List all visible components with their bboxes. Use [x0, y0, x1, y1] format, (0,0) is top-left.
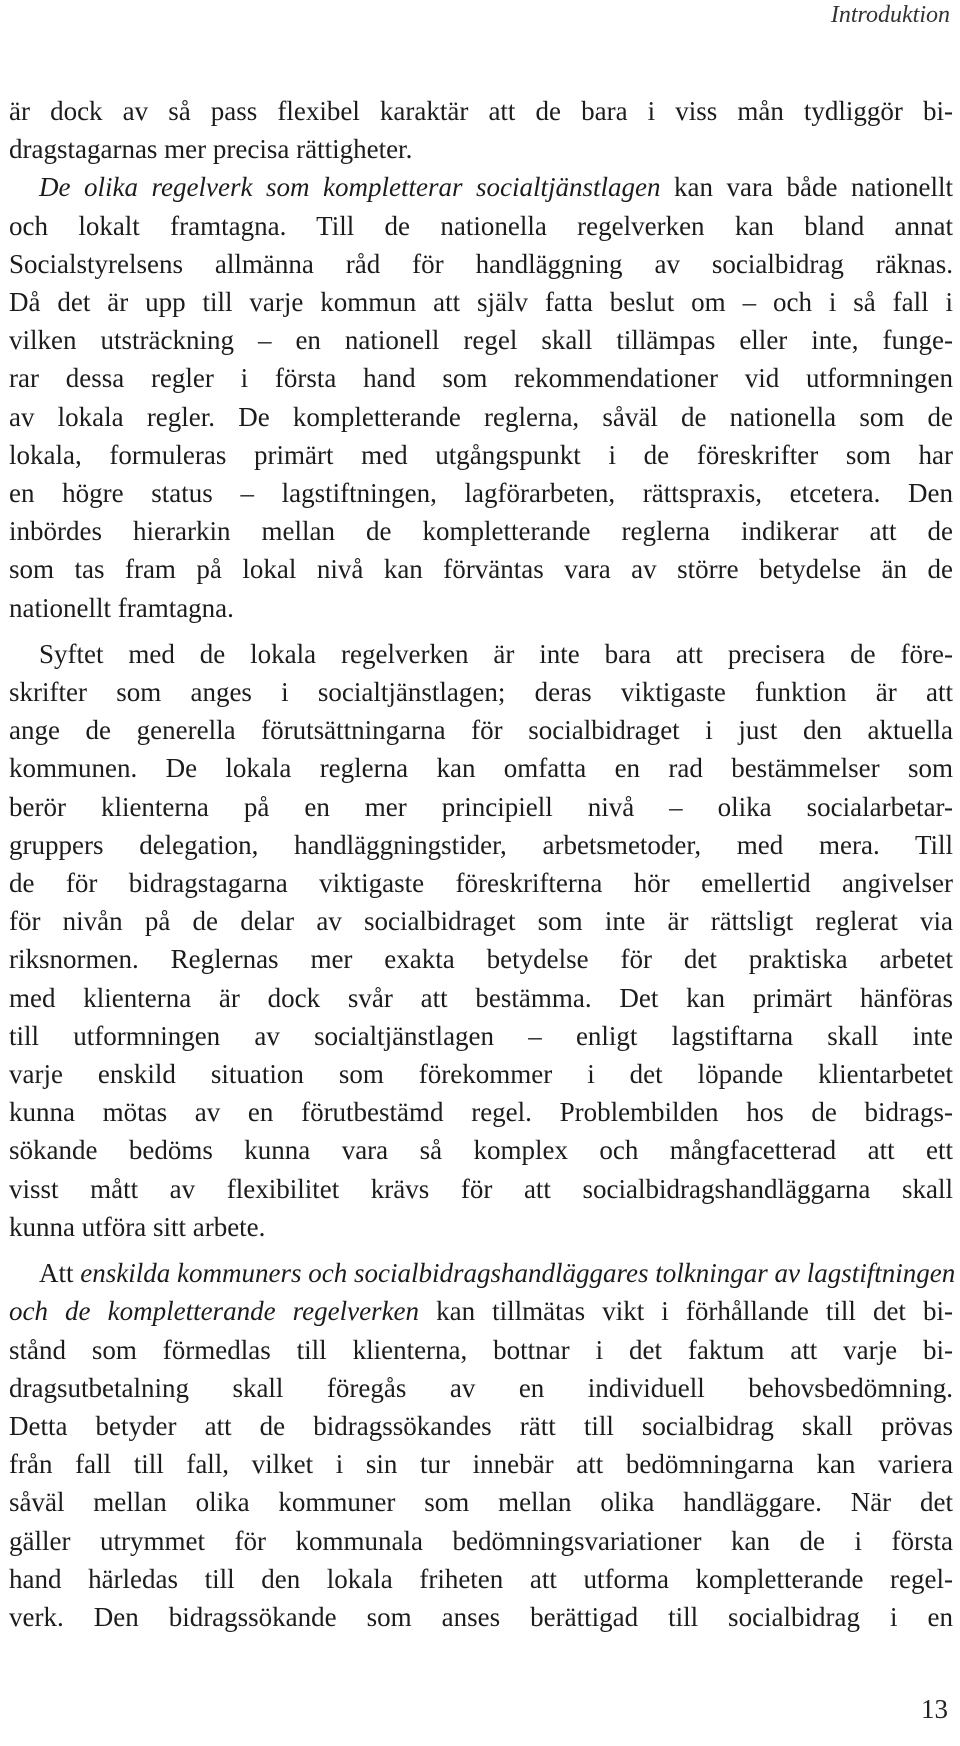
text-line: [9, 1292, 953, 1330]
text-line: till utformningen av socialtjänstlagen – enligt lagstiftarna skall inte: [9, 1020, 953, 1051]
text-line: rar dessa regler i första hand som rekommendationer vid utformningen: [9, 363, 953, 394]
text-line: varje enskild situation som förekommer i det löpande klientarbetet: [9, 1059, 953, 1090]
text-line: Då det är upp till varje kommun att själv fatta beslut om – och i så fall i: [9, 287, 953, 318]
text-line: Syftet med de lokala regelverken är inte bara att precisera de före-: [39, 638, 953, 669]
text-line: stånd som förmedlas till klienterna, bottnar i det faktum att varje bi-: [9, 1334, 953, 1365]
paragraph-3: [9, 1254, 956, 1636]
text-line: Detta betyder att de bidragssökandes rätt till socialbidrag skall prövas: [9, 1410, 953, 1441]
paragraph-gap: [9, 1246, 953, 1254]
text-line: för nivån på de delar av socialbidraget som inte är rättsligt reglerat via: [9, 906, 953, 937]
text-line: Socialstyrelsens allmänna råd för handläggning av socialbidrag räknas.: [9, 248, 953, 279]
text-line: kunna utföra sitt arbete.: [9, 1211, 266, 1242]
text-line: en högre status – lagstiftningen, lagförarbeten, rättspraxis, etcetera. Den: [9, 478, 953, 509]
paragraph-gap: [9, 627, 953, 635]
text-line: kommunen. De lokala reglerna kan omfatta en rad bestämmelser som: [9, 753, 953, 784]
text-line: gäller utrymmet för kommunala bedömningsvariationer kan de i första: [9, 1525, 953, 1556]
text-line: är dock av så pass flexibel karaktär att de bara i viss mån tydliggör bi-: [9, 96, 953, 126]
paragraph-2: [9, 635, 953, 1246]
text-line: med klienterna är dock svår att bestämma. Det kan primärt hänföras: [9, 982, 953, 1013]
text-line: sökande bedöms kunna vara så komplex och mångfacetterad att ett: [9, 1135, 953, 1166]
italic-phrase: enskilda kommuners och socialbidragshandläggares tolkningar av lagstiftningen: [80, 1258, 956, 1289]
text-line: lokala, formuleras primärt med utgångspunkt i de föreskrifter som har: [9, 439, 953, 470]
text-line: från fall till fall, vilket i sin tur innebär att bedömningarna kan variera: [9, 1449, 953, 1480]
text-line: skrifter som anges i socialtjänstlagen; deras viktigaste funktion är att: [9, 677, 953, 708]
text-run: kan vara både nationellt: [660, 172, 953, 203]
paragraph-1: [9, 92, 953, 627]
text-line: riksnormen. Reglernas mer exakta betydelse för det praktiska arbetet: [9, 944, 953, 975]
text-line: berör klienterna på en mer principiell nivå – olika socialarbetar-: [9, 791, 953, 822]
text-line: och lokalt framtagna. Till de nationella regelverken kan bland annat: [9, 210, 953, 241]
text-line: kunna mötas av en förutbestämd regel. Problembilden hos de bidrags-: [9, 1097, 953, 1128]
italic-phrase: De olika regelverk som kompletterar socialtjänstlagen: [39, 172, 661, 203]
text-line: som tas fram på lokal nivå kan förväntas vara av större betydelse än de: [9, 554, 953, 585]
text-line: visst mått av flexibilitet krävs för att socialbidragshandläggarna skall: [9, 1173, 953, 1204]
body-text: [9, 92, 956, 1636]
text-line: nationellt framtagna.: [9, 592, 234, 623]
text-line: verk. Den bidragssökande som anses berättigad till socialbidrag i en: [9, 1601, 953, 1632]
running-head: Introduktion: [830, 2, 950, 28]
text-run: kan tillmätas vikt i förhållande till det bi-: [419, 1296, 953, 1327]
text-line: vilken utsträckning – en nationell regel skall tillämpas eller inte, funge-: [9, 325, 953, 356]
text-line: gruppers delegation, handläggningstider, arbetsmetoder, med mera. Till: [9, 829, 953, 860]
text-line: ange de generella förutsättningarna för socialbidraget i just den aktuella: [9, 715, 953, 746]
text-line: [9, 1254, 956, 1292]
text-line: inbördes hierarkin mellan de kompletterande reglerna indikerar att de: [9, 516, 953, 547]
text-line: hand härledas till den lokala friheten att utforma kompletterande regel-: [9, 1563, 953, 1594]
text-line: [9, 168, 953, 206]
page-number: 13: [921, 1694, 948, 1724]
text-line: de för bidragstagarna viktigaste föreskrifterna hör emellertid angivelser: [9, 868, 953, 899]
text-line: dragsutbetalning skall föregås av en individuell behovsbedömning.: [9, 1372, 953, 1403]
italic-phrase: och de kompletterande regelverken: [9, 1296, 420, 1327]
text-line: dragstagarnas mer precisa rättigheter.: [9, 134, 413, 165]
text-run: Att: [39, 1258, 81, 1289]
text-line: av lokala regler. De kompletterande reglerna, såväl de nationella som de: [9, 401, 953, 432]
text-line: såväl mellan olika kommuner som mellan olika handläggare. När det: [9, 1487, 953, 1518]
